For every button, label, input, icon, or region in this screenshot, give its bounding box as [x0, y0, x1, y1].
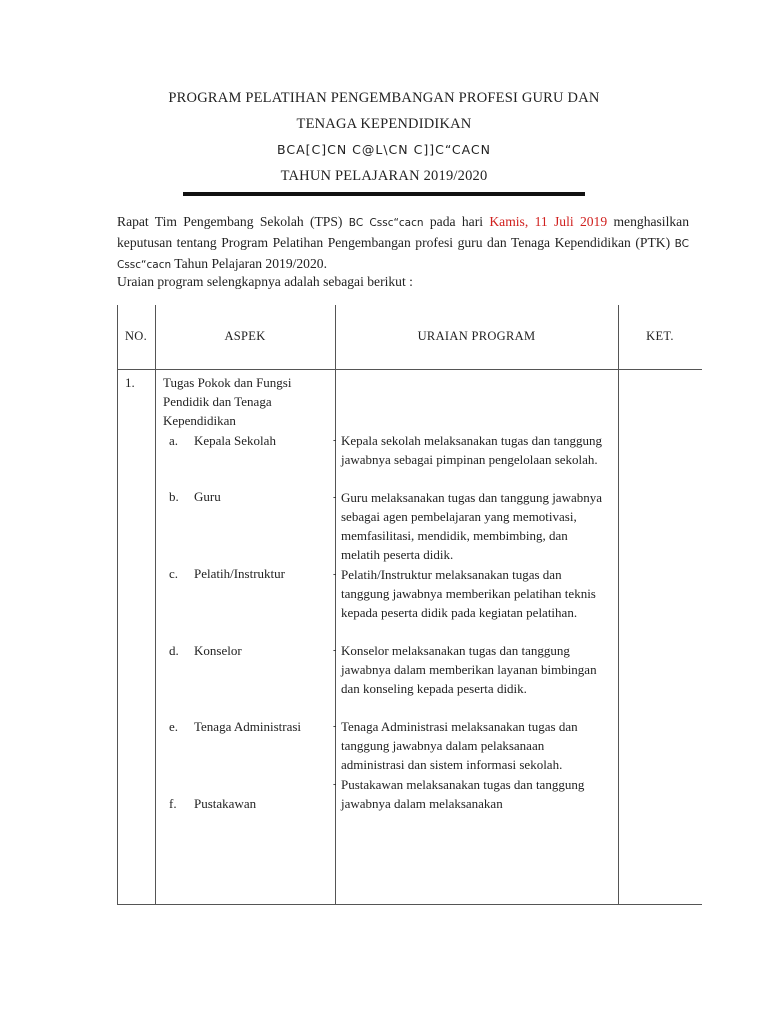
- header-no: NO.: [124, 329, 148, 343]
- item-letter: b.: [169, 489, 179, 504]
- uraian-item-a: [333, 431, 609, 469]
- item-letter: a.: [169, 433, 179, 448]
- uraian-text: Guru melaksanakan tugas dan tanggung jawabnya sebagai agen pembelajaran yang memotivasi, memfasilitasi, mendidik, membimbing, dan melatih peserta didik.: [341, 490, 603, 562]
- uraian-text: Pustakawan melaksanakan tugas dan tanggung jawabnya dalam melaksanakan: [341, 777, 585, 811]
- uraian-item-d: [333, 641, 609, 698]
- item-name: Pelatih/Instruktur: [194, 566, 285, 581]
- bullet-icon: -: [333, 569, 337, 580]
- meeting-date: Kamis, 11 Juli 2019: [489, 214, 608, 229]
- intro-text-d: Tahun Pelajaran 2019/2020.: [171, 256, 327, 271]
- intro-text-a: Rapat Tim Pengembang Sekolah (TPS): [117, 214, 349, 229]
- bullet-icon: -: [333, 492, 337, 503]
- intro-text-b: pada hari: [423, 214, 490, 229]
- school-name: BCA[C]CN C@L\CN C]]C“CACN: [276, 142, 491, 157]
- school-code: BC Cssc“cacn: [348, 217, 424, 229]
- intro-text-c: menghasilkan keputusan tentang Program Pelatihan Pengembangan profesi guru dan Tenaga Kependidikan (PTK): [117, 214, 689, 250]
- school-code-2: BC Cssc“cacn: [117, 238, 689, 271]
- bullet-icon: -: [333, 645, 337, 656]
- intro-paragraph: [117, 212, 689, 275]
- uraian-item-e: [333, 717, 609, 774]
- title-underline: [183, 192, 585, 196]
- document-subtitle: TENAGA KEPENDIDIKAN: [296, 116, 472, 132]
- item-name: Guru: [194, 489, 221, 504]
- item-name: Konselor: [194, 643, 242, 658]
- row-number: 1.: [125, 375, 135, 390]
- table-divider-3: [618, 305, 619, 905]
- table-border-bottom: [117, 904, 702, 905]
- item-letter: e.: [169, 719, 179, 734]
- item-name: Pustakawan: [194, 796, 257, 811]
- uraian-item-f: [333, 775, 609, 813]
- header-uraian: URAIAN PROGRAM: [417, 329, 536, 343]
- document-title: PROGRAM PELATIHAN PENGEMBANGAN PROFESI GURU DAN: [168, 90, 600, 106]
- table-divider-1: [155, 305, 156, 905]
- uraian-item-b: [333, 488, 609, 564]
- item-letter: d.: [169, 643, 179, 658]
- item-name: Tenaga Administrasi: [194, 719, 302, 734]
- item-name: Kepala Sekolah: [194, 433, 276, 448]
- header-rule: [117, 369, 702, 370]
- uraian-text: Konselor melaksanakan tugas dan tanggung jawabnya dalam memberikan layanan bimbingan dan konseling kepada peserta didik.: [341, 643, 597, 696]
- academic-year: TAHUN PELAJARAN 2019/2020: [280, 168, 488, 184]
- uraian-text: Kepala sekolah melaksanakan tugas dan tanggung jawabnya sebagai pimpinan pengelolaan sekolah.: [341, 433, 602, 467]
- header-aspek: ASPEK: [224, 329, 266, 343]
- intro-paragraph-2: Uraian program selengkapnya adalah sebagai berikut :: [117, 274, 413, 289]
- table-divider-2: [335, 305, 336, 905]
- aspek-title: Tugas Pokok dan Fungsi Pendidik dan Tenaga Kependidikan: [163, 375, 292, 428]
- bullet-icon: -: [333, 721, 337, 732]
- program-table: [117, 305, 702, 905]
- bullet-icon: -: [333, 779, 337, 790]
- uraian-item-c: [333, 565, 609, 622]
- item-letter: c.: [169, 566, 179, 581]
- table-border-left: [117, 305, 118, 905]
- header-ket: KET.: [646, 329, 674, 343]
- uraian-text: Pelatih/Instruktur melaksanakan tugas dan tanggung jawabnya memberikan pelatihan teknis kepada peserta didik pada kegiatan pelatihan.: [341, 567, 596, 620]
- bullet-icon: -: [333, 435, 337, 446]
- item-letter: f.: [169, 796, 177, 811]
- uraian-text: Tenaga Administrasi melaksanakan tugas dan tanggung jawabnya dalam pelaksanaan administrasi dan sistem informasi sekolah.: [341, 719, 578, 772]
